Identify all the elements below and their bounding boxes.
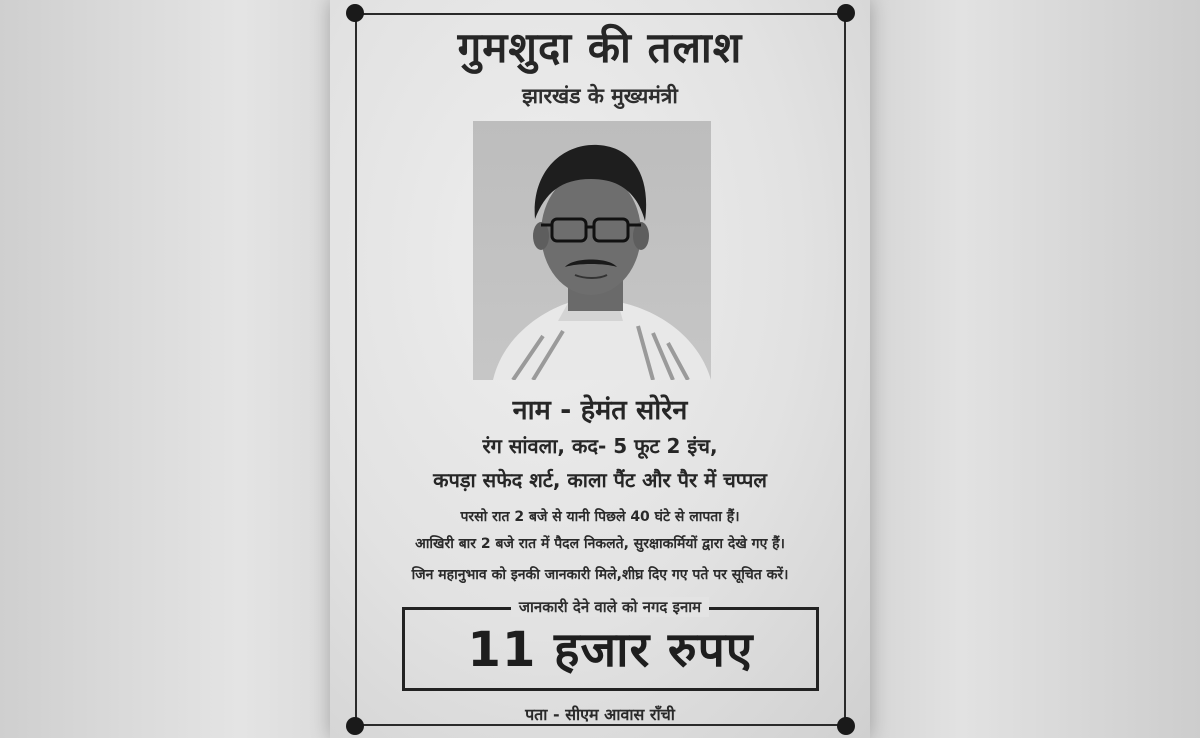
description-line-1: रंग सांवला, कद- 5 फूट 2 इंच, [482,434,718,458]
person-name: नाम - हेमंत सोरेन [512,395,688,426]
person-photo [473,121,711,380]
poster-subtitle: झारखंड के मुख्यमंत्री [522,84,678,108]
info-line-1: परसो रात 2 बजे से यानी पिछले 40 घंटे से लापता हैं। [460,509,740,525]
missing-person-poster [330,0,870,738]
reward-caption: जानकारी देने वाले को नगद इनाम [511,597,709,617]
reward-caption-wrap [330,597,870,617]
poster-title: गुमशुदा की तलाश [457,23,743,72]
reward-amount: 11 हजार रुपए [467,622,754,678]
info-line-2: आखिरी बार 2 बजे रात में पैदल निकलते, सुरक्षाकर्मियों द्वारा देखे गए हैं। [415,536,785,552]
description-line-2: कपड़ा सफेद शर्ट, काला पैंट और पैर में चप्पल [433,468,767,492]
info-line-3: जिन महानुभाव को इनकी जानकारी मिले,शीघ्र दिए गए पते पर सूचित करें। [411,567,789,583]
address-line: पता - सीएम आवास राँची [525,705,675,724]
